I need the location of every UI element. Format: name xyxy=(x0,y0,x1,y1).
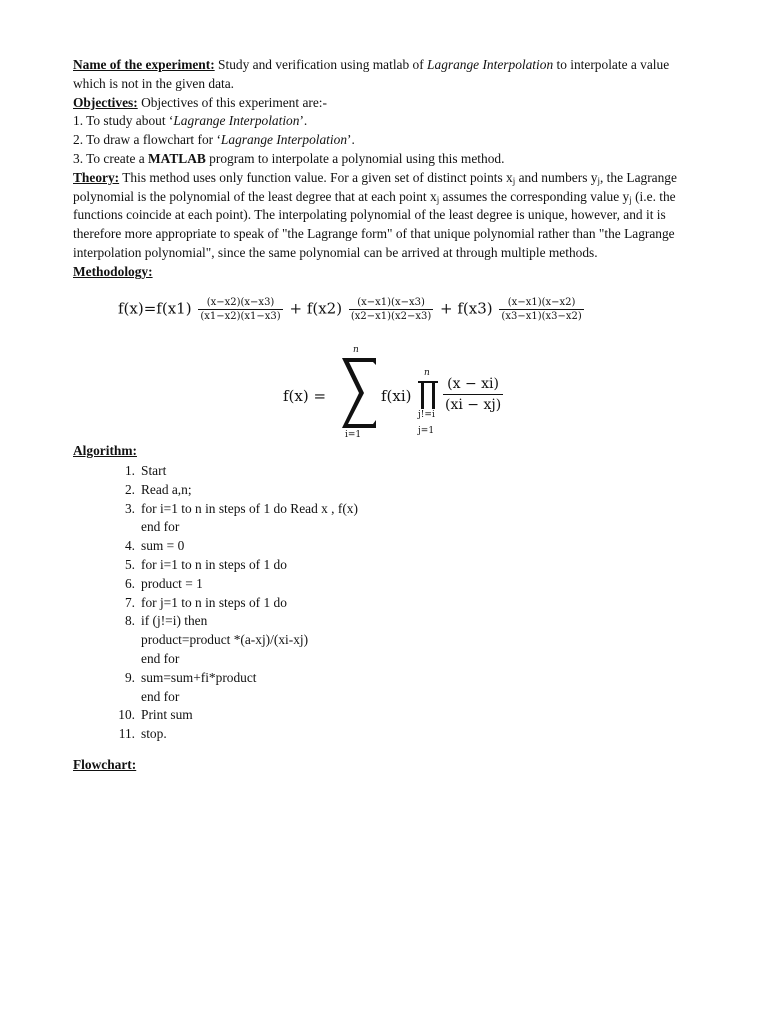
methodology-heading xyxy=(73,263,699,282)
flowchart-heading xyxy=(73,757,136,773)
experiment-name-label: Name of the experiment: xyxy=(73,57,215,72)
product-pi-icon xyxy=(417,380,439,410)
lagrange-expanded-equation: f(x)=f(x1) $\frac{(x-x2)(x-x3)}{(x1-x2)(x1-x3)}$ + f(x2) $\frac{(x-x1)(x-x3)}{(x2-x1)(x2-x3)}$ + f(x3) $\frac{(x-x1)(x-x2)}{(x3-x1)(x3-x2)}$ xyxy=(118,297,582,322)
flowchart-label: Flowchart: xyxy=(73,757,137,772)
methodology-label: Methodology: xyxy=(73,263,153,279)
fraction-term-3: $\frac{(x-x1)(x-x2)}{(x3-x1)(x3-x2)}$ xyxy=(501,297,582,322)
theory-line-2: polynomial is the polynomial of the least degree that at each point $x_j$ assumes the corresponding value $y_j$ (i.e. the xyxy=(73,188,676,205)
theory-line-4: therefore more appropriate to speak of "the Lagrange form" of that unique polynomial rather than "the Lagrange xyxy=(73,226,675,242)
theory-label: Theory: xyxy=(73,169,120,185)
theory-line-3: functions coincide at each point). The interpolating polynomial of the least degree is unique, however, and it is xyxy=(73,207,666,223)
algorithm-label: Algorithm: xyxy=(73,443,137,458)
algorithm-heading xyxy=(73,443,137,459)
fraction-term-2: $\frac{(x-x1)(x-x3)}{(x2-x1)(x2-x3)}$ xyxy=(350,297,432,322)
theory-line-5: interpolation polynomial", since the same polynomial can be arrived at through multiple methods. xyxy=(73,244,598,260)
objective-item: 1. To study about ‘Lagrange Interpolation’. xyxy=(73,113,308,129)
lagrange-sum-product-equation: f(x) = n i=1 f(xi) n j!=i j=1 (x − xi) (xi − xj) xyxy=(283,345,502,440)
experiment-name-line-2: which is not in the given data. xyxy=(73,75,235,91)
objective-item: 2. To draw a flowchart for ‘Lagrange Interpolation’. xyxy=(73,132,355,148)
objectives-heading: Objectives: Objectives of this experiment are:- xyxy=(73,94,327,110)
objectives-label: Objectives: xyxy=(73,94,138,110)
document-body xyxy=(73,56,699,282)
experiment-name-line: Name of the experiment: Study and verification using matlab of Lagrange Interpolation to interpolate a value xyxy=(73,57,670,72)
summation-sigma-icon xyxy=(339,356,379,430)
product-fraction: (x − xi) (xi − xj) xyxy=(445,376,502,413)
theory-line-1: Theory: This method uses only function value. For a given set of distinct points $x_j$ and numbers $y_j$, the Lagrange xyxy=(73,169,677,186)
objective-item: 3. To create a MATLAB program to interpolate a polynomial using this method. xyxy=(73,150,505,166)
fraction-term-1: $\frac{(x-x2)(x-x3)}{(x1-x2)(x1-x3)}$ xyxy=(200,297,281,322)
